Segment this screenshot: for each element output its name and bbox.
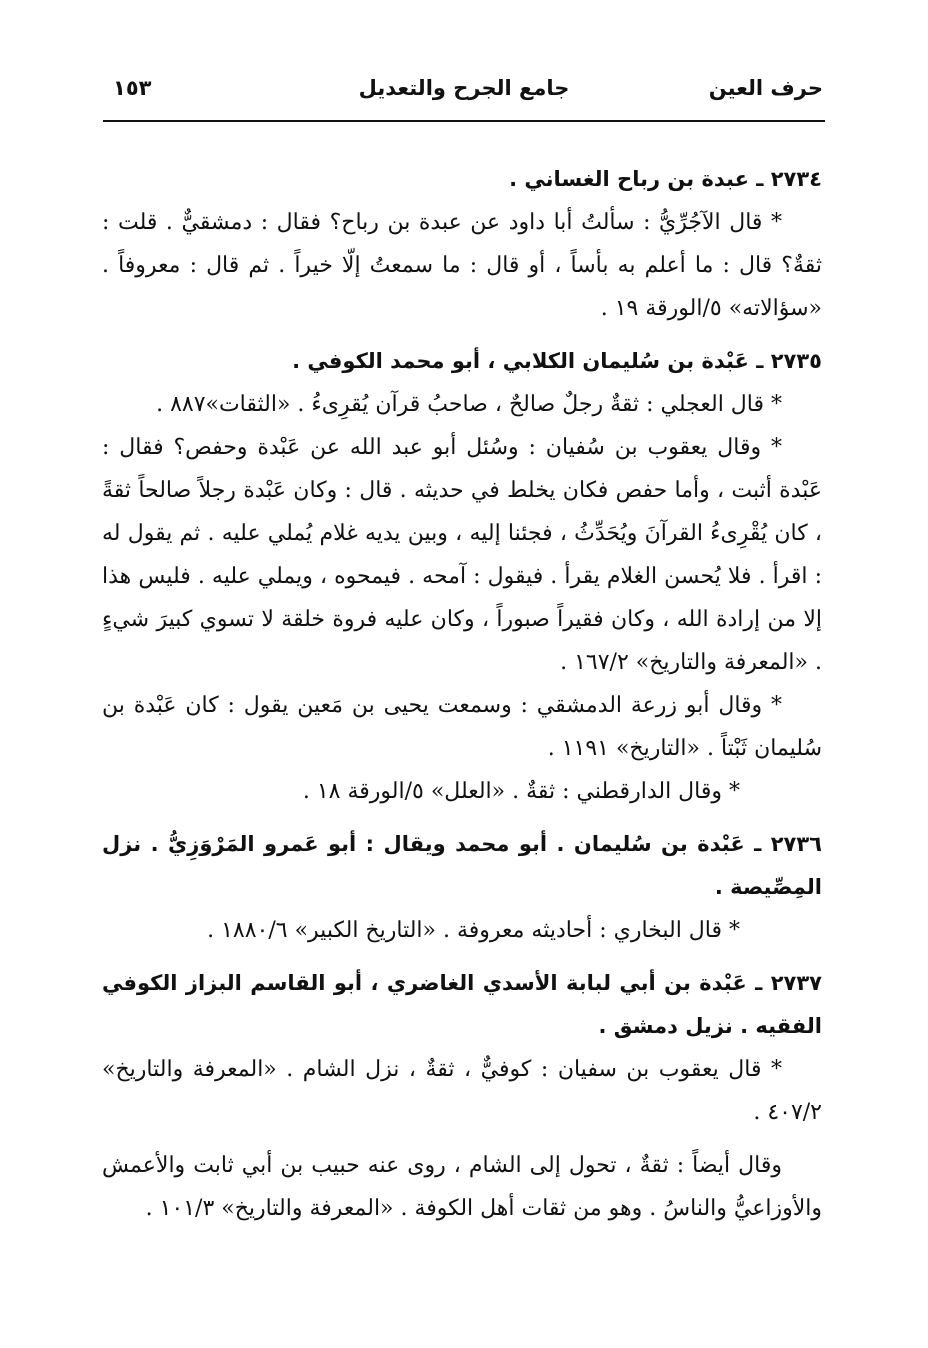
chapter-title: حرف العين xyxy=(708,76,823,100)
running-header xyxy=(105,66,823,110)
entry-heading-2736: ٢٧٣٦ ـ عَبْدة بن سُليمان . أبو محمد ويقال : أبو عَمرو المَرْوَزِيُّ . نزل المِصِّيصة . xyxy=(102,832,822,899)
entry-paragraph: * وقال الدارقطني : ثقةٌ . «العلل» ٥/الورقة ١٨ . xyxy=(302,779,740,804)
entry-heading-2737: ٢٧٣٧ ـ عَبْدة بن أبي لبابة الأسدي الغاضري ، أبو القاسم البزاز الكوفي الفقيه . نزيل دمشق . xyxy=(102,971,822,1038)
entry-paragraph: وقال أيضاً : ثقةٌ ، تحول إلى الشام ، روى عنه حبيب بن أبي ثابت والأعمش والأوزاعيُّ والناسُ . وهو من ثقات أهل الكوفة . «المعرفة والتاريخ» ١٠١/٣ . xyxy=(102,1153,822,1221)
page-number: ١٥٣ xyxy=(113,76,152,100)
header-divider xyxy=(103,120,825,122)
entry-paragraph: * قال يعقوب بن سفيان : كوفيٌّ ، ثقةٌ ، نزل الشام . «المعرفة والتاريخ» ٤٠٧/٢ . xyxy=(102,1057,822,1125)
entry-paragraph: * قال العجلي : ثقةٌ رجلٌ صالحٌ ، صاحبُ قرآن يُقرِىءُ . «الثقات»٨٨٧ . xyxy=(156,392,782,417)
entry-paragraph: * قال الآجُرِّيُّ : سألتُ أبا داود عن عبدة بن رباح؟ فقال : دمشقيٌّ . قلت : ثقةٌ؟ قال : ما أعلم به بأساً ، أو قال : ما سمعتُ إلّا خيراً . ثم قال : معروفاً . «سؤالاته» ٥/الورقة ١٩ . xyxy=(102,210,822,321)
book-title: جامع الجرح والتعديل xyxy=(358,76,570,100)
entry-paragraph: * وقال يعقوب بن سُفيان : وسُئل أبو عبد الله عن عَبْدة وحفص؟ فقال : عَبْدة أثبت ، وأما حفص فكان يخلط في حديثه . قال : وكان عَبْدة رجلاً صالحاً ثقةً ، كان يُقْرِىءُ القرآنَ ويُحَدِّثُ ، فجئنا إليه ، وبين يديه غلام يُملي عليه . ثم يقول له : اقرأ . فلا يُحسن الغلام يقرأ . فيقول : آمحه . فيمحوه ، ويملي عليه . فليس هذا إلا من إرادة الله ، وكان فقيراً صبوراً ، وكان عليه فروة خلقة لا تسوي كبيرَ شيءٍ . «المعرفة والتاريخ» ١٦٧/٢ . xyxy=(102,435,822,675)
entry-heading-2735: ٢٧٣٥ ـ عَبْدة بن سُليمان الكلابي ، أبو محمد الكوفي . xyxy=(292,349,822,373)
entry-paragraph: * وقال أبو زرعة الدمشقي : وسمعت يحيى بن مَعين يقول : كان عَبْدة بن سُليمان ثَبْتاً . «التاريخ» ١١٩١ . xyxy=(102,693,822,761)
entry-heading-2734: ٢٧٣٤ ـ عبدة بن رباح الغساني . xyxy=(509,167,822,191)
page-body xyxy=(102,158,822,1230)
entry-paragraph: * قال البخاري : أحاديثه معروفة . «التاريخ الكبير» ١٨٨٠/٦ . xyxy=(207,918,740,943)
